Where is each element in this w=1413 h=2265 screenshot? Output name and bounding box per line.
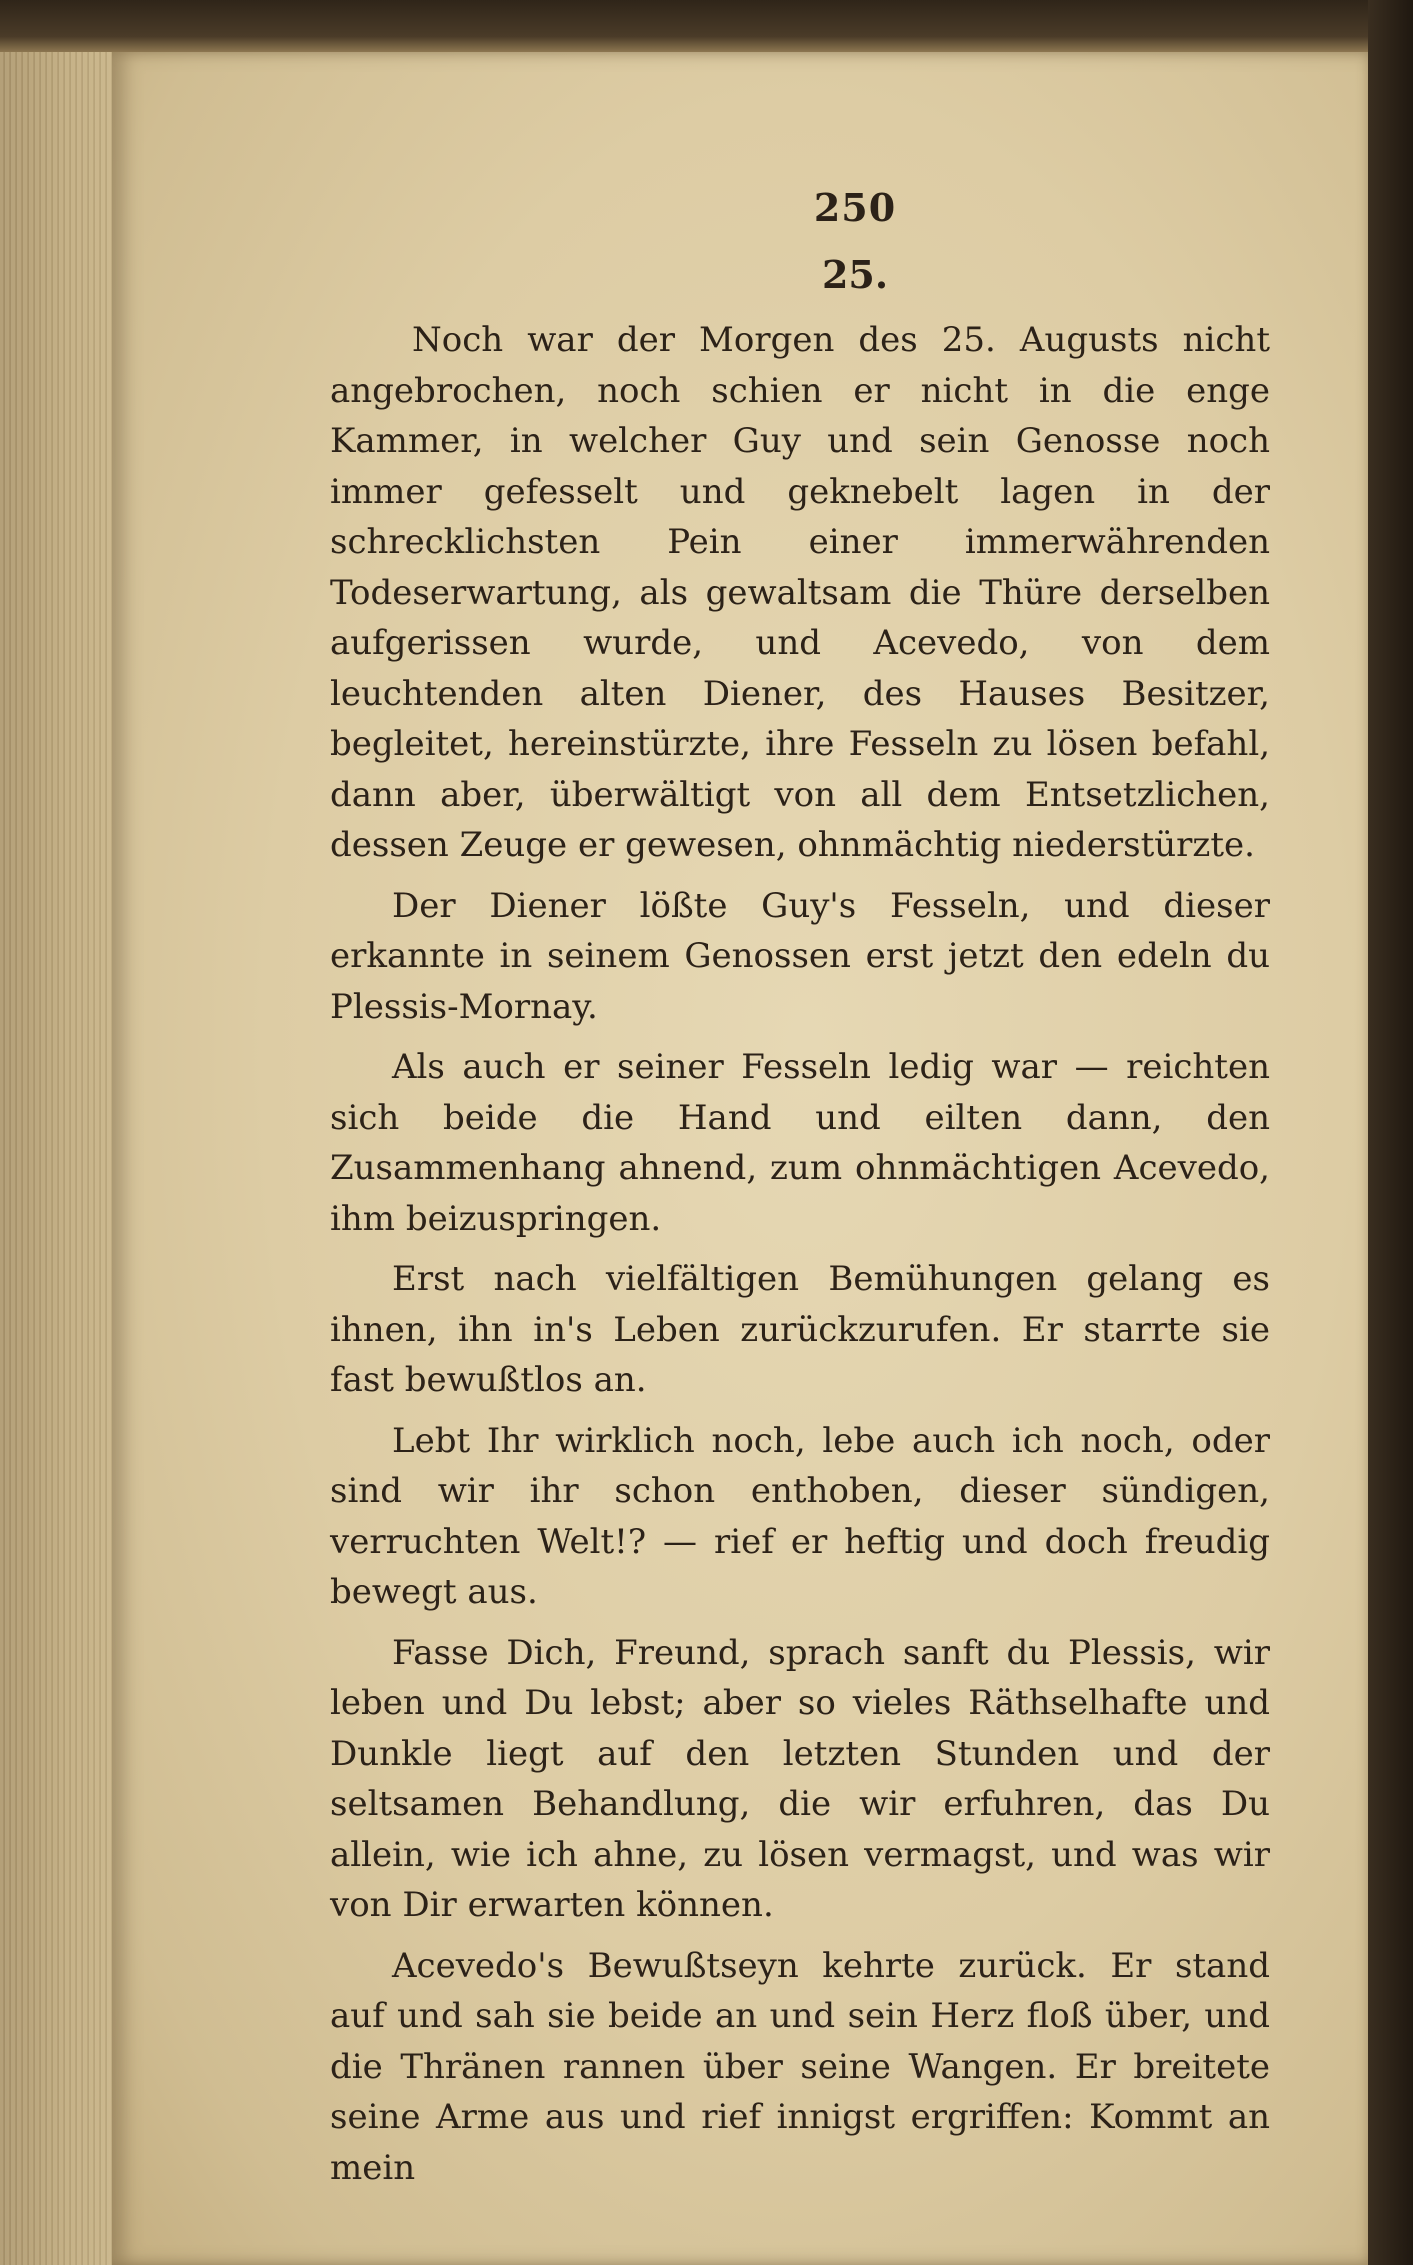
paragraph: Lebt Ihr wirklich noch, lebe auch ich noch, oder sind wir ihr schon enthoben, dieser sündigen, verruchten Welt!? — rief er heftig und doch freudig bewegt aus. bbox=[330, 1420, 1270, 1612]
paragraph: Fasse Dich, Freund, sprach sanft du Plessis, wir leben und Du lebst; aber so vieles Räthselhafte und Dunkle liegt auf den letzten Stunden und der seltsamen Behandlung, die wir erfuhren, das Du allein, wie ich ahne, zu lösen vermagst, und was wir von Dir erwarten können. bbox=[330, 1632, 1270, 1925]
paragraph: Noch war der Morgen des 25. Augusts nicht angebrochen, noch schien er nicht in die enge Kammer, in welcher Guy und sein Genosse noch immer gefesselt und geknebelt lagen in der schrecklichsten Pein einer immerwährenden Todeserwartung, als gewaltsam die Thüre derselben aufgerissen wurde, und Acevedo, von dem leuchtenden alten Diener, des Hauses Besitzer, begleitet, hereinstürzte, ihre Fesseln zu lösen befahl, dann aber, überwältigt von all dem Entsetzlichen, dessen Zeuge er gewesen, ohnmächtig niederstürzte. bbox=[330, 320, 1270, 865]
right-edge bbox=[1368, 0, 1413, 2265]
chapter-number: 25. bbox=[821, 252, 889, 297]
page-number: 250 bbox=[813, 185, 897, 230]
paragraph: Erst nach vielfältigen Bemühungen gelang es ihnen, ihn in's Leben zurückzurufen. Er starrte sie fast bewußtlos an. bbox=[330, 1259, 1270, 1400]
page-edges bbox=[0, 40, 120, 2265]
top-edge bbox=[0, 0, 1413, 52]
text-block bbox=[330, 185, 1270, 2203]
paragraph: Der Diener lößte Guy's Fesseln, und dieser erkannte in seinem Genossen erst jetzt den edeln du Plessis-Mornay. bbox=[330, 885, 1270, 1027]
paragraph: Acevedo's Bewußtseyn kehrte zurück. Er stand auf und sah sie beide an und sein Herz floß über, und die Thränen rannen über seine Wangen. Er breitete seine Arme aus und rief innigst ergriffen: Kommt an mein bbox=[330, 1945, 1270, 2188]
paragraph: Als auch er seiner Fesseln ledig war — reichten sich beide die Hand und eilten dann, den Zusammenhang ahnend, zum ohnmächtigen Acevedo, ihm beizuspringen. bbox=[330, 1047, 1270, 1239]
